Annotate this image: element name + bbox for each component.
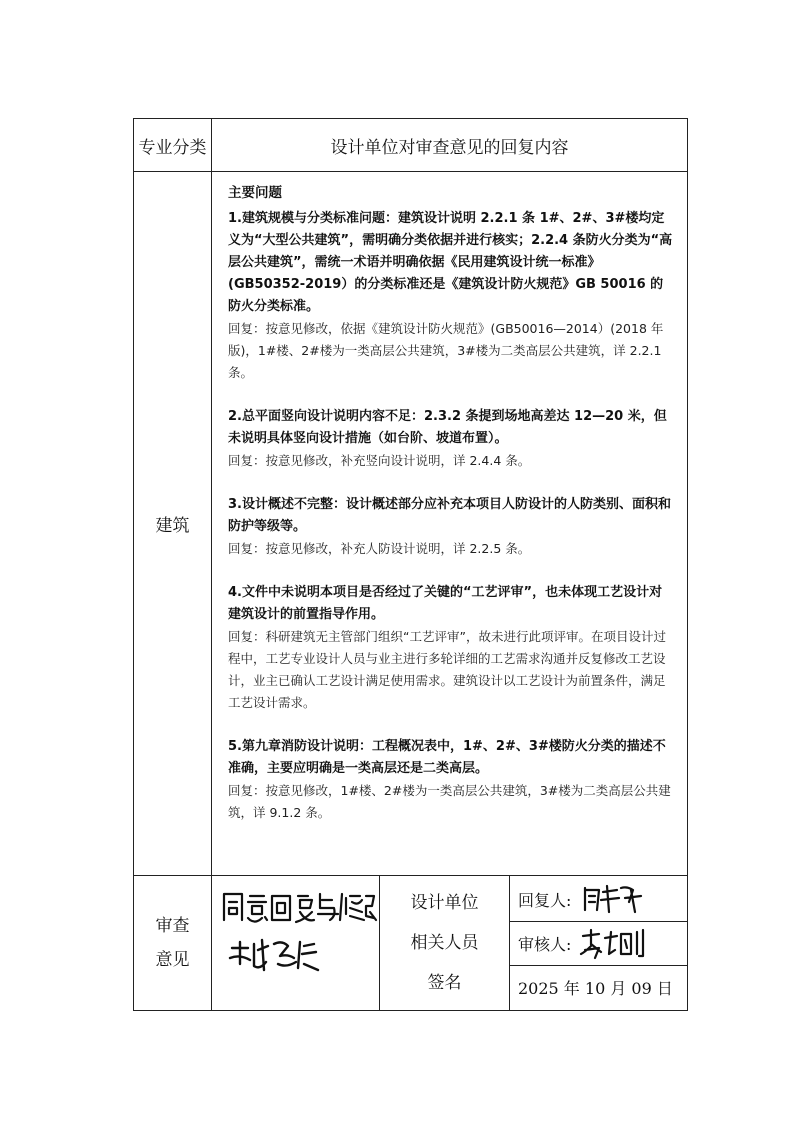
issue-block-3 bbox=[228, 494, 673, 560]
replier-signature bbox=[577, 882, 657, 916]
issue-block-5 bbox=[228, 736, 673, 824]
issue-text: 3.设计概述不完整：设计概述部分应补充本项目人防设计的人防类别、面积和防护等级等。 bbox=[228, 497, 671, 534]
issue-block-1 bbox=[228, 208, 673, 384]
reply-text: 回复：按意见修改，1#楼、2#楼为一类高层公共建筑，3#楼为二类高层公共建筑，详 9.1.2 条。 bbox=[228, 783, 671, 820]
reply-text: 回复：按意见修改，补充人防设计说明，详 2.2.5 条。 bbox=[228, 541, 531, 556]
issue-text: 4.文件中未说明本项目是否经过了关键的“工艺评审”，也未体现工艺设计对建筑设计的前置指导作用。 bbox=[228, 585, 663, 622]
designer-label-line2: 相关人员 bbox=[410, 933, 479, 953]
checker-row bbox=[510, 922, 687, 966]
replier-label: 回复人: bbox=[518, 890, 572, 910]
designer-personnel-label bbox=[380, 876, 510, 1011]
signature-block bbox=[510, 876, 688, 1011]
date-row bbox=[510, 966, 687, 1009]
review-reply-table bbox=[133, 118, 688, 1011]
replier-row bbox=[510, 878, 687, 922]
review-label-line1: 审查 bbox=[155, 916, 190, 936]
review-handwriting-signature bbox=[218, 884, 378, 994]
date-text: 2025 年 10 月 09 日 bbox=[518, 978, 673, 998]
category-cell: 建筑 bbox=[134, 172, 212, 876]
issue-text: 1.建筑规模与分类标准问题：建筑设计说明 2.2.1 条 1#、2#、3#楼均定义为“大型公共建筑”，需明确分类依据并进行核实；2.2.4 条防火分类为“高层公共建筑”，需统一术语并明确依据《民用建筑设计统一标准》(GB50352-2019）的分类标准还是《建筑设计防火规范》GB 50016 的防火分类标准。 bbox=[228, 211, 673, 314]
designer-label-line1: 设计单位 bbox=[410, 893, 479, 913]
content-cell bbox=[212, 172, 688, 876]
header-category: 专业分类 bbox=[134, 119, 212, 172]
issue-text: 2.总平面竖向设计说明内容不足：2.3.2 条提到场地高差达 12—20 米，但未说明具体竖向设计措施（如台阶、坡道布置）。 bbox=[228, 409, 667, 446]
review-label-line2: 意见 bbox=[155, 950, 190, 970]
main-heading: 主要问题 bbox=[228, 185, 282, 201]
checker-signature bbox=[577, 926, 657, 960]
header-content: 设计单位对审查意见的回复内容 bbox=[212, 119, 688, 172]
reply-text: 回复：按意见修改，依据《建筑设计防火规范》(GB50016—2014）(2018 年版)，1#楼、2#楼为一类高层公共建筑，3#楼为二类高层公共建筑，详 2.2.1 条。 bbox=[228, 321, 664, 380]
issue-block-4 bbox=[228, 582, 673, 714]
reply-text: 回复：科研建筑无主管部门组织“工艺评审”，故未进行此项评审。在项目设计过程中，工艺专业设计人员与业主进行多轮详细的工艺需求沟通并反复修改工艺设计，业主已确认工艺设计满足使用需求。建筑设计以工艺设计为前置条件，满足工艺设计需求。 bbox=[228, 629, 666, 710]
designer-label-line3: 签名 bbox=[427, 973, 462, 993]
review-opinion-label bbox=[134, 876, 212, 1011]
issue-text: 5.第九章消防设计说明：工程概况表中，1#、2#、3#楼防火分类的描述不准确，主要应明确是一类高层还是二类高层。 bbox=[228, 739, 666, 776]
review-signature-area bbox=[212, 876, 380, 1011]
reply-text: 回复：按意见修改，补充竖向设计说明，详 2.4.4 条。 bbox=[228, 453, 531, 468]
checker-label: 审核人: bbox=[518, 934, 572, 954]
issue-block-2 bbox=[228, 406, 673, 472]
